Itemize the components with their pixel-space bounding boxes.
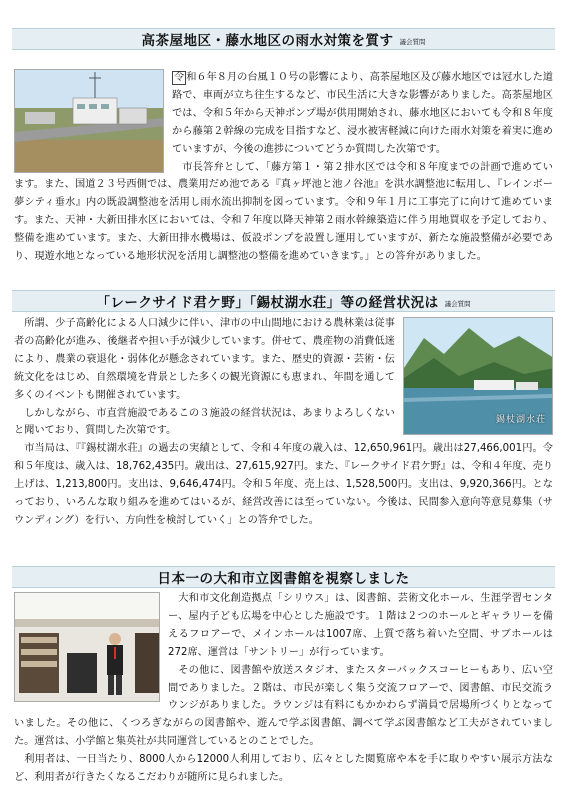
section-title: 高茶屋地区・藤水地区の雨水対策を質す [141,33,394,49]
paragraph: 市当局は、『『錫杖湖水荘』の過去の実績として、令和４年度の歳入は、12,650,961円。歳出は27,466,001円。令和５年度は、歳入は、18,762,435円。歳出は、27,615,927円。また、『レークサイド君ケ野』は、令和４年度、売り上げは、1,213,800円。支出は、9,646,474円。令和５年度、売上は、1,528,500円。支出は、9,920,366円。となっており、いろんな取り組みを進めてはいるが、経営改善には至っていない。今後は、民間参入意向等意見募集（サウンディング）を行い、方向性を検討していく」との答弁でした。 [14,443,553,526]
photo-caption: 錫杖湖水荘 [495,415,546,426]
section-body-library [14,590,553,804]
section-header-rainwater [12,28,555,50]
section-header-facilities [12,290,555,312]
section-title: 日本一の大和市立図書館を視察しました [157,571,410,587]
library-photo [14,592,160,702]
section-tag: 議会質問 [444,300,471,308]
initial-char: 令 [174,72,185,83]
paragraph: 所謂、少子高齢化による人口減少に伴い、津市の中山間地における農林業は従事者の高齢化が進み、後継者や担い手が減少しています。併せて、農産物の消費低迷により、農業の衰退化・弱体化が懸念されています。また、歴史的資源・芸術・伝統文化をはじめ、自然環境を背景とした多くの観光資源にも恵まれ、年間を通して多くのイベントも開催されています。 [14,318,395,401]
lake-photo [403,317,553,435]
section-header-library [12,566,555,588]
paragraph: 利用者は、一日当たり、8000人から12000人利用しており、広々とした閲覧席や本を手に取りやすい展示方法など、利用者が行きたくなるこだわりが随所に見られました。 [14,754,553,784]
paragraph: 和６年８月の台風１０号の影響により、高茶屋地区及び藤水地区では冠水した道路で、車両が立ち往生するなど、市民生活に大きな影響がありました。高茶屋地区では、令和５年から天神ポンプ場が供用開始され、藤水地区においても令和８年度から藤第２幹線の完成を目指すなど、浸水被害軽減に向けた雨水対策を着実に進めていますが、今後の進捗についてどうか質問した次第です。 [172,72,553,155]
pump-station-photo [14,69,164,173]
section-body-facilities [14,315,553,559]
paragraph: しかしながら、市直営施設であるこの３施設の経営状況は、あまりよろしくないと聞いており、質問した次第です。 [14,407,395,437]
paragraph: 大和市文化創造拠点「シリウス」は、図書館、芸術文化ホール、生涯学習センター、屋内子ども広場を中心とした施設です。１階は２つのホールとギャラリーを備えるフロアーで、メインホールは1007席、上質で落ち着いた空間、サブホールは272席、運営は「サントリー」が行っています。 [168,593,553,658]
paragraph: その他に、図書館や放送スタジオ、またスターバックスコーヒーもあり、広い空間でありました。２階は、市民が楽しく集う交流フロアーで、図書館、市民交流ラウンジがありました。ラウンジは有料にもかかわらず満員で居場所づくりとなっていました。その他に、くつろぎながらの図書館や、遊んで学ぶ図書館、調べて学ぶ図書館など工夫がされていました。運営は、小学館と集英社が共同運営しているとのことでした。 [14,664,553,748]
paragraph: 市長答弁として、「藤方第１・第２排水区では令和８年度までの計画で進めています。また、国道２３号西側では、農業用だめ池である『真ヶ坪池と池ノ谷池』を洪水調整池に転用し、『レインボー夢シティ垂水』内の既設調整池を活用し雨水流出抑制を図っています。令和９年１月に工事完了に向けて進めています。また、天神・大新田排水区においては、令和７年度以降天神第２雨水幹線築造に伴う用地買収を予定しており、整備を進めています。また、大新田排水機場は、仮設ポンプを設置し運用していますが、新たな施設整備が必要であり、現遊水地となっている地形状況を活用し調整池の整備を進めていきます。」との答弁がありました。 [14,161,553,263]
section-tag: 議会質問 [399,38,426,46]
section-body-rainwater [14,51,553,313]
section-title: 「レークサイド君ケ野」「錫杖湖水荘」等の経営状況は [96,295,439,311]
